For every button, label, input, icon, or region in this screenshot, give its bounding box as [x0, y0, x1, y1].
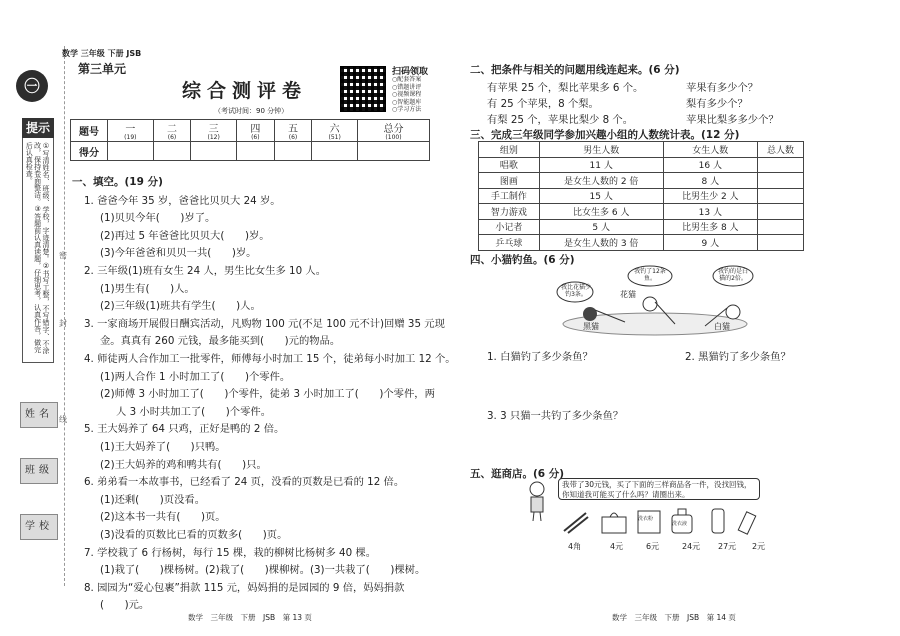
table-cell: 比男生多 8 人: [663, 219, 757, 235]
question-line: 3. 一家商场开展假日酬宾活动，凡购物 100 元(不足 100 元不计)回赠 35 元现: [84, 317, 445, 330]
name-label: 姓名: [20, 402, 58, 428]
score-cell[interactable]: [312, 142, 358, 161]
question-item: 1. 白猫钓了多少条鱼？: [487, 351, 593, 363]
table-cell: 比男生少 2 人: [663, 188, 757, 204]
qr-title: 扫码领取: [392, 67, 429, 77]
table-cell: 智力游戏: [479, 204, 540, 220]
table-header: 女生人数: [663, 142, 757, 158]
table-header: 男生人数: [539, 142, 663, 158]
question-line: (1)王大妈养了( )只鸭。: [100, 441, 226, 453]
cat-label: 白猫: [714, 322, 730, 331]
price-label[interactable]: 2元: [752, 542, 766, 551]
toothpaste-icon: [738, 512, 756, 534]
question-line: 5. 王大妈养了 64 只鸡，正好是鸭的 2 倍。: [84, 423, 285, 436]
seal-word: 线: [59, 415, 67, 424]
section-heading: 二、把条件与相关的问题用线连起来。(6 分): [470, 64, 680, 76]
total-cell[interactable]: [757, 235, 803, 251]
table-cell: 8 人: [663, 173, 757, 189]
section-heading: 一、填空。(19 分): [72, 176, 163, 188]
condition-item[interactable]: 有苹果 25 个，梨比苹果多 6 个。: [487, 82, 644, 94]
table-cell: 13 人: [663, 204, 757, 220]
table-row: [479, 204, 804, 220]
cat-icon: [583, 307, 597, 321]
question-line: 2. 三年级(1)班有女生 24 人，男生比女生多 10 人。: [84, 265, 327, 277]
question-line: 1. 爸爸今年 35 岁，爸爸比贝贝大 24 岁。: [84, 194, 281, 207]
school-label: 学校: [20, 514, 58, 540]
condition-item[interactable]: 有梨 25 个，苹果比梨少 8 个。: [487, 114, 634, 126]
seal-word: 密: [59, 251, 67, 260]
question-line: 金。真真有 260 元钱，最多能买到( )元的物品。: [100, 335, 341, 348]
table-cell: 是女生人数的 2 倍: [539, 173, 663, 189]
class-label: 班级: [20, 458, 58, 484]
table-header: 组别: [479, 142, 540, 158]
question-line: 8. 园园为“爱心包裹”捐款 115 元，妈妈捐的是园园的 9 倍，妈妈捐款: [84, 581, 405, 594]
qr-items: ○配套答案 ○错题讲评 ○视频课程 ○智能题库 ○学习方法: [392, 76, 422, 113]
section-heading: 三、完成三年级同学参加兴趣小组的人数统计表。(12 分): [470, 129, 740, 141]
question-item[interactable]: 苹果有多少个？: [686, 82, 759, 94]
table-row: [479, 219, 804, 235]
score-cell[interactable]: [108, 142, 154, 161]
condition-item[interactable]: 有 25 个苹果，8 个梨。: [487, 98, 599, 110]
question-line: 人 3 小时共加工了( )个零件。: [116, 405, 271, 418]
section-heading: 五、逛商店。(6 分): [470, 468, 565, 480]
question-line: (1)还剩( )页没看。: [100, 493, 205, 506]
bubble-white-cat: 我钓的是白猫的2倍。: [717, 268, 748, 282]
page-footer: 数学 三年级 下册 JSB 第 14 页: [612, 613, 736, 622]
total-cell[interactable]: [757, 188, 803, 204]
table-cell: 手工制作: [479, 188, 540, 204]
question-line: (3)今年爸爸和贝贝一共( )岁。: [100, 247, 257, 260]
question-item: 3. 3 只猫一共钓了多少条鱼？: [487, 410, 624, 422]
price-label[interactable]: 4元: [610, 542, 624, 551]
table-row: [479, 173, 804, 189]
score-cell[interactable]: [274, 142, 312, 161]
table-cell: 唱歌: [479, 157, 540, 173]
tissue-box-icon: [602, 513, 626, 533]
question-line: 7. 学校栽了 6 行杨树，每行 15 棵，栽的柳树比杨树多 40 棵。: [84, 546, 377, 559]
child-icon: [526, 480, 548, 522]
speech-bubble: 我带了30元钱，买了下面的三样商品各一件，没找回钱，你知道我可能买了什么吗？请圈出来。: [558, 478, 760, 500]
tip-text: ①写清姓名、班级、学校，字迹清楚。②书写工整，不写错字、不涂改，保持卷面整洁。③答题前认真读题，仔细思考，认真作答，做完后认真检查。: [25, 142, 50, 354]
question-line: 6. 弟弟看一本故事书，已经看了 24 页，没看的页数是已看的 12 倍。: [84, 476, 405, 489]
table-cell: 比女生多 6 人: [539, 204, 663, 220]
section-heading: 四、小猫钓鱼。(6 分): [470, 254, 575, 266]
question-line: (2)师傅 3 小时加工了( )个零件，徒弟 3 小时加工了( )个零件，两: [100, 388, 435, 401]
price-label[interactable]: 27元: [718, 542, 737, 551]
table-cell: 小记者: [479, 219, 540, 235]
table-cell: 乒乓球: [479, 235, 540, 251]
bubble-spotted-cat: 我钓了12条鱼。: [634, 268, 666, 282]
table-cell: 11 人: [539, 157, 663, 173]
stats-table: [478, 141, 804, 251]
score-cell[interactable]: [236, 142, 274, 161]
table-cell: 9 人: [663, 235, 757, 251]
score-cell[interactable]: [357, 142, 429, 161]
question-line: (1)男生有( )人。: [100, 282, 195, 295]
table-row: [479, 157, 804, 173]
thermos-icon: [712, 509, 724, 533]
question-line: 4. 师徒两人合作加工一批零件，师傅每小时加工 15 个，徒弟每小时加工 12 个。: [84, 353, 456, 365]
table-cell: 16 人: [663, 157, 757, 173]
total-cell[interactable]: [757, 157, 803, 173]
grade-badge: 数学 三年级 下册 JSB: [62, 49, 142, 58]
question-line: (2)再过 5 年爸爸比贝贝大( )岁。: [100, 229, 270, 242]
table-cell: 5 人: [539, 219, 663, 235]
unit-title: 第三单元: [78, 62, 127, 76]
table-header: 总人数: [757, 142, 803, 158]
total-cell[interactable]: [757, 204, 803, 220]
page-title: 综合测评卷: [182, 80, 308, 102]
table-cell: 图画: [479, 173, 540, 189]
tip-title: 提示: [22, 118, 54, 138]
toothbrush-icon: [564, 513, 588, 533]
question-item: 2. 黑猫钓了多少条鱼？: [685, 351, 791, 363]
score-cell[interactable]: [191, 142, 237, 161]
question-line: (2)三年级(1)班共有学生( )人。: [100, 300, 261, 313]
bubble-black-cat: 我比花猫少钓3条。: [561, 284, 592, 298]
question-item[interactable]: 苹果比梨多多少个？: [686, 114, 779, 126]
table-cell: 15 人: [539, 188, 663, 204]
question-line: (2)这本书一共有( )页。: [100, 511, 226, 524]
question-line: ( )元。: [100, 599, 150, 612]
score-cell[interactable]: [153, 142, 191, 161]
price-label[interactable]: 6元: [646, 542, 660, 551]
item-label: 洗衣粉: [638, 516, 654, 522]
logo: ㊀: [16, 70, 48, 102]
question-line: (2)王大妈养的鸡和鸭共有( )只。: [100, 458, 267, 471]
table-row: [479, 188, 804, 204]
qr-code[interactable]: [340, 66, 386, 112]
time-note: （考试时间：90 分钟）: [214, 107, 289, 115]
question-item[interactable]: 梨有多少个？: [686, 98, 748, 110]
question-line: (1)两人合作 1 小时加工了( )个零件。: [100, 370, 291, 383]
total-cell[interactable]: [757, 173, 803, 189]
question-line: (1)栽了( )棵杨树。(2)栽了( )棵柳树。(3)一共栽了( )棵树。: [100, 564, 426, 577]
table-row: [479, 235, 804, 251]
total-cell[interactable]: [757, 219, 803, 235]
table-cell: 是女生人数的 3 倍: [539, 235, 663, 251]
price-label[interactable]: 4角: [568, 542, 582, 551]
question-line: (1)贝贝今年( )岁了。: [100, 212, 216, 225]
cat-label: 黑猫: [583, 322, 599, 331]
seal-line: [64, 46, 65, 586]
shop-items: [560, 505, 770, 537]
cat-label: 花猫: [620, 290, 636, 299]
item-label: 洗衣液: [672, 521, 688, 527]
seal-word: 封: [59, 319, 67, 328]
question-line: (3)没看的页数比已看的页数多( )页。: [100, 529, 288, 541]
cat-icon: [643, 297, 657, 311]
cat-icon: [726, 305, 740, 319]
page-footer: 数学 三年级 下册 JSB 第 13 页: [188, 613, 312, 622]
price-label[interactable]: 24元: [682, 542, 701, 551]
score-table: 题号 一 (19) 二 (6) 三 (12) 四 (6) 五 (6) 六 (51) 总分 (100) 得分: [70, 119, 430, 161]
